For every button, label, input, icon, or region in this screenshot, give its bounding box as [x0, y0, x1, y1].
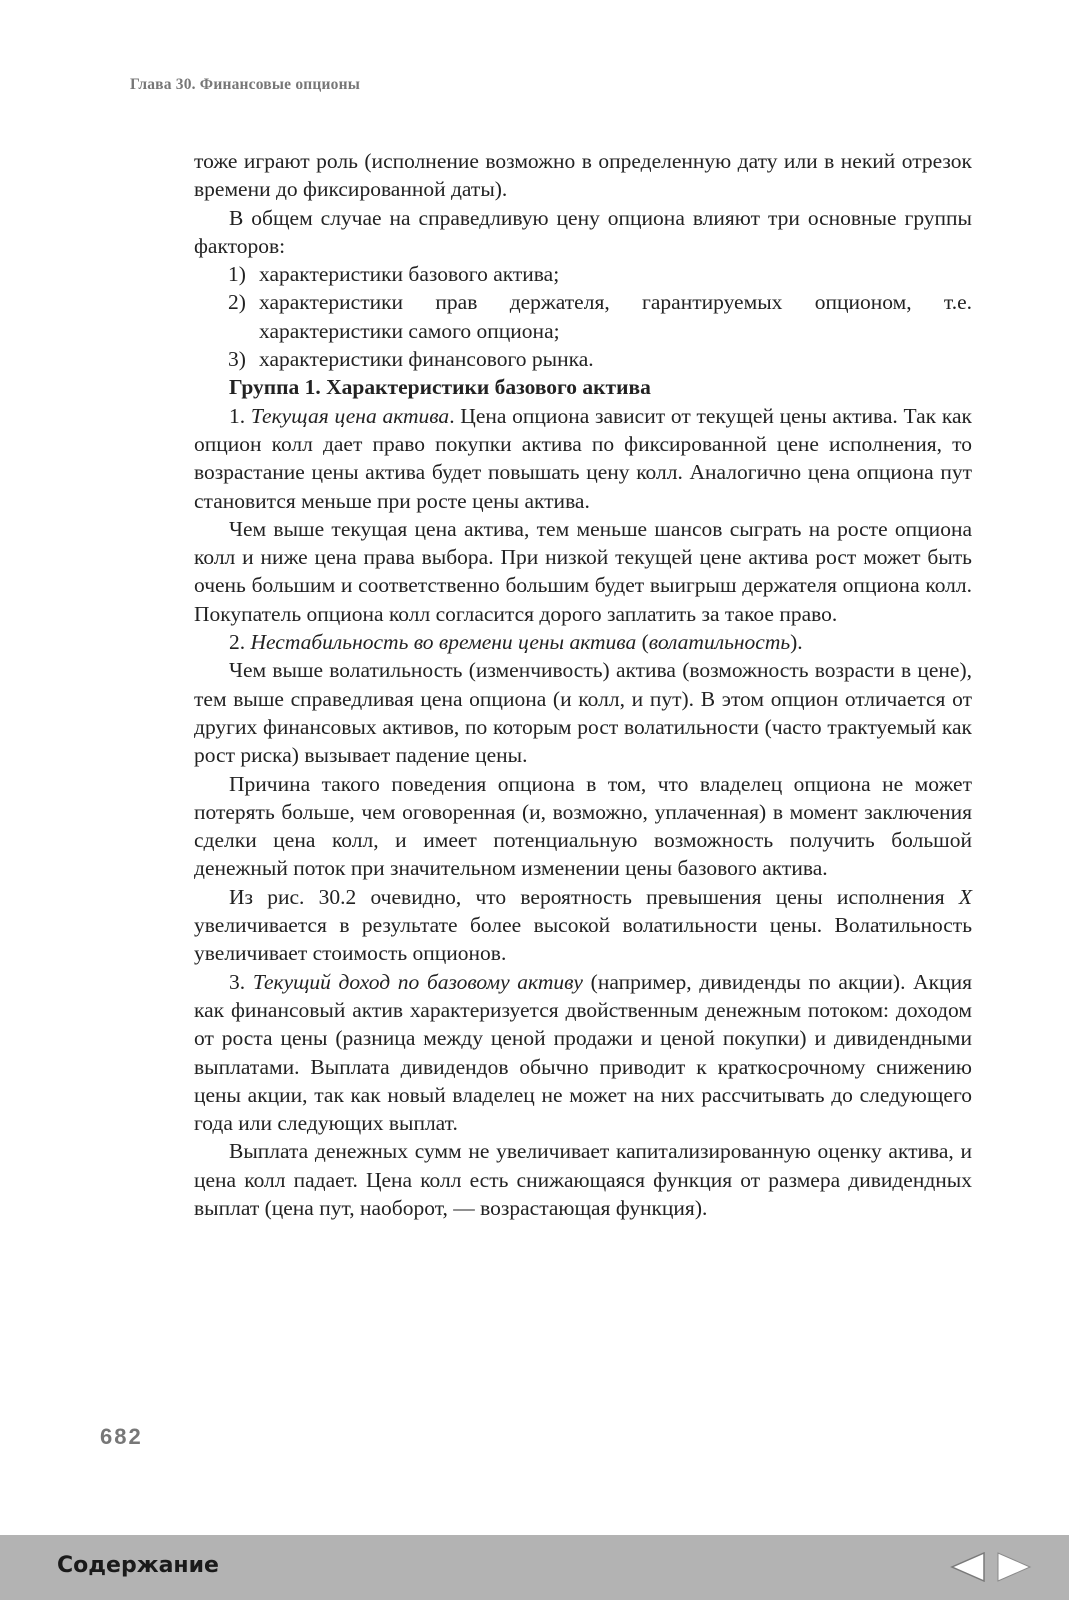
item-number: 1.	[229, 403, 251, 428]
running-head: Глава 30. Финансовые опционы	[130, 76, 361, 93]
list-item	[194, 345, 972, 373]
text-run: увеличивается в результате более высокой волатильности цены. Волатильность увеличивает стоимость опционов.	[194, 913, 972, 966]
emphasis: Текущий доход по базовому активу	[252, 969, 583, 994]
triangle-left-icon[interactable]	[950, 1552, 986, 1582]
list-number: 3)	[228, 347, 246, 372]
text-run: Из рис. 30.2 очевидно, что вероятность превышения цены исполнения	[229, 884, 959, 909]
text-run: . Цена опциона зависит от текущей цены актива. Так как опцион колл дает право покупки актива по фиксированной цене исполнения, то возрастание цены актива будет повышать цену колл. Аналогично цена опциона пут становится меньше при росте цены актива.	[194, 403, 972, 513]
paragraph: Чем выше текущая цена актива, тем меньше шансов сыграть на росте опциона колл и ниже цена права выбора. При низкой текущей цене актива рост может быть очень большим и соответственно большим будет выигрыш держателя опциона колл. Покупатель опциона колл согласится дорого заплатить за такое право.	[194, 516, 972, 626]
paragraph: Чем выше волатильность (изменчивость) актива (возможность возрасти в цене), тем выше справедливая цена опциона (и колл, и пут). В этом опцион отличается от других финансовых активов, по которым рост волатильности (часто трактуемый как рост риска) вызывает падение цены.	[194, 658, 972, 768]
list-item	[194, 260, 972, 288]
list-item	[194, 288, 972, 345]
paragraph	[194, 628, 972, 656]
item-number: 2.	[229, 630, 251, 655]
text-run: ).	[790, 630, 803, 655]
triangle-right-icon[interactable]	[996, 1552, 1032, 1582]
emphasis: Текущая цена актива	[250, 403, 450, 428]
next-arrow-shape	[998, 1553, 1030, 1581]
section-heading: Группа 1. Характеристики базового актива	[229, 375, 651, 400]
text-run: (	[636, 630, 649, 655]
navigation-bar	[0, 1535, 1069, 1600]
item-number: 3.	[229, 969, 253, 994]
list-text: характеристики базового актива;	[259, 262, 560, 287]
emphasis: Нестабильность во времени цены актива	[250, 630, 637, 655]
contents-link[interactable]: Содержание	[57, 1553, 219, 1578]
emphasis: волатильность	[648, 630, 791, 655]
paragraph	[194, 968, 972, 1138]
paragraph: тоже играют роль (исполнение возможно в определенную дату или в некий отрезок времени до фиксированной даты).	[194, 149, 972, 202]
text-run: (например, дивиденды по акции). Акция как финансовый актив характеризуется двойственным денежным потоком: доходом от роста цены (разница между ценой продажи и ценой покупки) и дивидендными выплатами. Выплата дивидендов обычно приводит к краткосрочному снижению цены акции, так как новый владелец не может на них рассчитывать до следующего года или следующих выплат.	[194, 969, 973, 1136]
paragraph: Выплата денежных сумм не увеличивает капитализированную оценку актива, и цена колл падает. Цена колл есть снижающаяся функция от размера дивидендных выплат (цена пут, наоборот, — возрастающая функция).	[194, 1139, 972, 1220]
emphasis: X	[958, 884, 972, 909]
paragraph	[194, 402, 972, 515]
list-number: 1)	[228, 262, 246, 287]
paragraph: Причина такого поведения опциона в том, что владелец опциона не может потерять больше, чем оговоренная (и, возможно, уплаченная) в момент заключения сделки цена колл, и имеет потенциальную возможность получить большой денежный поток при значительном изменении цены базового актива.	[194, 771, 972, 881]
page-body	[194, 147, 972, 1222]
list-number: 2)	[228, 290, 246, 315]
paragraph	[194, 883, 972, 968]
prev-arrow-shape	[952, 1553, 984, 1581]
list-text: характеристики финансового рынка.	[259, 347, 594, 372]
list-text: характеристики прав держателя, гарантируемых опционом, т.е. характеристики самого опциона;	[259, 290, 972, 343]
page-number: 682	[100, 1424, 143, 1449]
paragraph: В общем случае на справедливую цену опциона влияют три основные группы факторов:	[194, 205, 972, 258]
